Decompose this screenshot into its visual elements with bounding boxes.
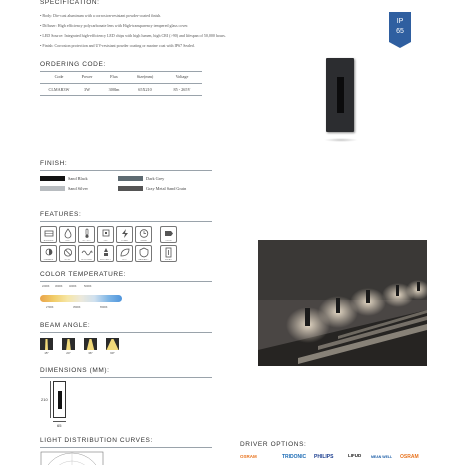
- ordering-header-power: Power: [81, 74, 93, 79]
- spec-body: • Body: Die-cast aluminum with a corrosion-resistant powder-coated finish.: [40, 13, 162, 18]
- beam-15-label: 15°: [44, 351, 49, 355]
- distribution-title: LIGHT DISTRIBUTION CURVES:: [40, 437, 153, 444]
- lifespan-icon: [138, 228, 150, 239]
- finish-label-gray-metal: Gray Metal Sand Grain: [146, 186, 187, 191]
- dimension-width-label: 65: [57, 423, 62, 428]
- ct-label-top: 3000K: [55, 285, 63, 288]
- dimmable-icon: [43, 247, 55, 258]
- driver-philips: PHILIPS: [314, 454, 334, 460]
- efficiency-icon: [100, 247, 112, 258]
- feature-ip65: [59, 226, 76, 243]
- finish-swatch-sand-silver: [40, 186, 65, 191]
- ordering-title: ORDERING CODE:: [40, 61, 106, 68]
- product-shadow: [324, 138, 358, 142]
- dimensions-title: DIMENSIONS (MM):: [40, 367, 110, 374]
- led-chip-icon: [100, 228, 112, 239]
- power-icon: [119, 228, 131, 239]
- beam-60: [106, 338, 119, 350]
- finish-title: FINISH:: [40, 160, 68, 167]
- color-temperature-bar: [40, 295, 122, 302]
- ordering-cell-size: 65X210: [138, 87, 152, 92]
- beam-36: [84, 338, 97, 350]
- polar-curve-grid: [40, 451, 104, 465]
- beam-angle-rule: [40, 332, 212, 333]
- finish-label-dark-grey: Dark Grey: [146, 176, 165, 181]
- ordering-header-voltage: Voltage: [175, 74, 189, 79]
- specification-title: SPECIFICATION:: [40, 0, 100, 6]
- ct-label-top: 4000K: [69, 285, 77, 288]
- ct-label-bottom: 2700K: [46, 306, 54, 309]
- install-icon: [163, 247, 175, 258]
- dimension-height-line: [50, 381, 51, 418]
- dimension-height-label: 210: [41, 397, 48, 402]
- feature-label: IP65: [65, 239, 70, 242]
- feature-label: NO UV: [64, 258, 71, 261]
- finish-swatch-dark-grey: [118, 176, 143, 181]
- driver-lifud: LIFUD: [348, 453, 362, 458]
- ordering-mid-rule: [40, 83, 202, 84]
- ordering-header-rule: [40, 71, 202, 72]
- feature-label: ALUMINUM: [43, 239, 54, 242]
- ip-prefix: IP: [396, 18, 404, 25]
- ct-label-bottom: 3500K: [73, 306, 81, 309]
- beam-36-cone: [84, 339, 97, 350]
- ip65-badge: [387, 12, 413, 48]
- feature-eco: [116, 245, 133, 262]
- feature-label: EFFICIENCY: [100, 258, 111, 261]
- features-rule: [40, 221, 212, 222]
- feature-flicker-free: [78, 245, 95, 262]
- beam-36-label: 36°: [88, 351, 93, 355]
- ordering-header-code: Code: [54, 74, 64, 79]
- finish-label-sand-silver: Sand Silver: [68, 186, 88, 191]
- feature-label: INSTALL: [164, 258, 173, 261]
- dimension-drawing: [53, 381, 66, 418]
- ct-label-bottom: 6500K: [100, 306, 108, 309]
- feature-label: NO FLICKER: [81, 258, 92, 261]
- driver-osram-2: OSRAM: [400, 454, 419, 460]
- feature-label: DIMMABLE: [43, 258, 54, 261]
- drivers-title: DRIVER OPTIONS:: [240, 441, 307, 448]
- feature-label: CRI>90: [165, 239, 172, 242]
- ct-label-top: 2200K: [42, 285, 50, 288]
- color-temperature-title: COLOR TEMPERATURE:: [40, 271, 127, 278]
- driver-tridonic: TRIDONIC: [282, 454, 307, 460]
- ordering-cell-power: 3W: [83, 87, 91, 92]
- beam-15: [40, 338, 53, 350]
- ordering-cell-voltage: 85 - 265V: [173, 87, 191, 92]
- ordering-header-size: Size(mm): [136, 74, 154, 79]
- feature-warranty: [135, 245, 152, 262]
- beam-24-cone: [62, 339, 75, 350]
- beam-15-cone: [40, 339, 53, 350]
- flicker-free-icon: [81, 247, 93, 258]
- dimension-width-line: [53, 421, 66, 422]
- product-image: [322, 58, 362, 148]
- driver-meanwell: MEAN WELL: [371, 455, 393, 459]
- finish-swatch-gray-metal: [118, 186, 143, 191]
- warranty-icon: [138, 247, 150, 258]
- spec-led-source: • LED Source: Integrated high-efficiency LED chips with high lumen, high CRI (>90) and lifespan of 50,000 hours.: [40, 33, 226, 38]
- beam-60-label: 60°: [110, 351, 115, 355]
- feature-label: WARRANTY: [138, 258, 149, 261]
- feature-label: -20 ~ 50°C: [82, 239, 91, 242]
- finish-label-sand-black: Sand Black: [68, 176, 88, 181]
- ip-value: 65: [396, 28, 404, 35]
- feature-label: POWER: [121, 239, 128, 242]
- eco-icon: [119, 247, 131, 258]
- finish-swatch-sand-black: [40, 176, 65, 181]
- ct-label-top: 5000K: [84, 285, 92, 288]
- distribution-rule: [40, 447, 212, 448]
- ordering-header-flux: Flux: [110, 74, 118, 79]
- spec-diffuser: • Diffuser: High efficiency polycarbonate lens with High-transparency tempered glass cover.: [40, 23, 189, 28]
- feature-lifespan: [135, 226, 152, 243]
- feature-no-uv: [59, 245, 76, 262]
- feature-label: ECO: [122, 258, 127, 261]
- dimension-lens: [58, 391, 62, 409]
- feature-aluminum: [40, 226, 57, 243]
- ordering-cell-code: CLMAR3W: [48, 87, 70, 92]
- feature-cri: [160, 226, 177, 243]
- spec-finish: • Finish: Corrosion protection and UV-resistant powder coating or marine coat with IP67 Sealed.: [40, 43, 195, 48]
- polar-curve: [40, 451, 104, 465]
- beam-60-cone: [106, 339, 119, 350]
- feature-power: [116, 226, 133, 243]
- beam-angle-title: BEAM ANGLE:: [40, 322, 91, 329]
- feature-led: [97, 226, 114, 243]
- product-lens: [337, 77, 344, 113]
- aluminum-icon: [43, 228, 55, 239]
- driver-osram-1: OSRAM: [240, 454, 257, 459]
- feature-temperature: [78, 226, 95, 243]
- dimensions-rule: [40, 377, 212, 378]
- installation-photo: [258, 240, 427, 366]
- feature-label: LED: [103, 239, 108, 242]
- feature-dimmable: [40, 245, 57, 262]
- feature-label: 50000H: [140, 239, 147, 242]
- cri-icon: [163, 228, 175, 239]
- feature-efficiency: [97, 245, 114, 262]
- no-uv-icon: [62, 247, 74, 258]
- beam-24-label: 24°: [66, 351, 71, 355]
- color-temperature-rule: [40, 281, 212, 282]
- ip65-icon: [62, 228, 74, 239]
- feature-install: [160, 245, 177, 262]
- temperature-icon: [81, 228, 93, 239]
- features-title: FEATURES:: [40, 211, 82, 218]
- beam-24: [62, 338, 75, 350]
- installation-photo-scene: [258, 240, 427, 366]
- finish-rule: [40, 170, 212, 171]
- ordering-cell-flux: 300lm: [108, 87, 120, 92]
- ordering-bottom-rule: [40, 95, 202, 96]
